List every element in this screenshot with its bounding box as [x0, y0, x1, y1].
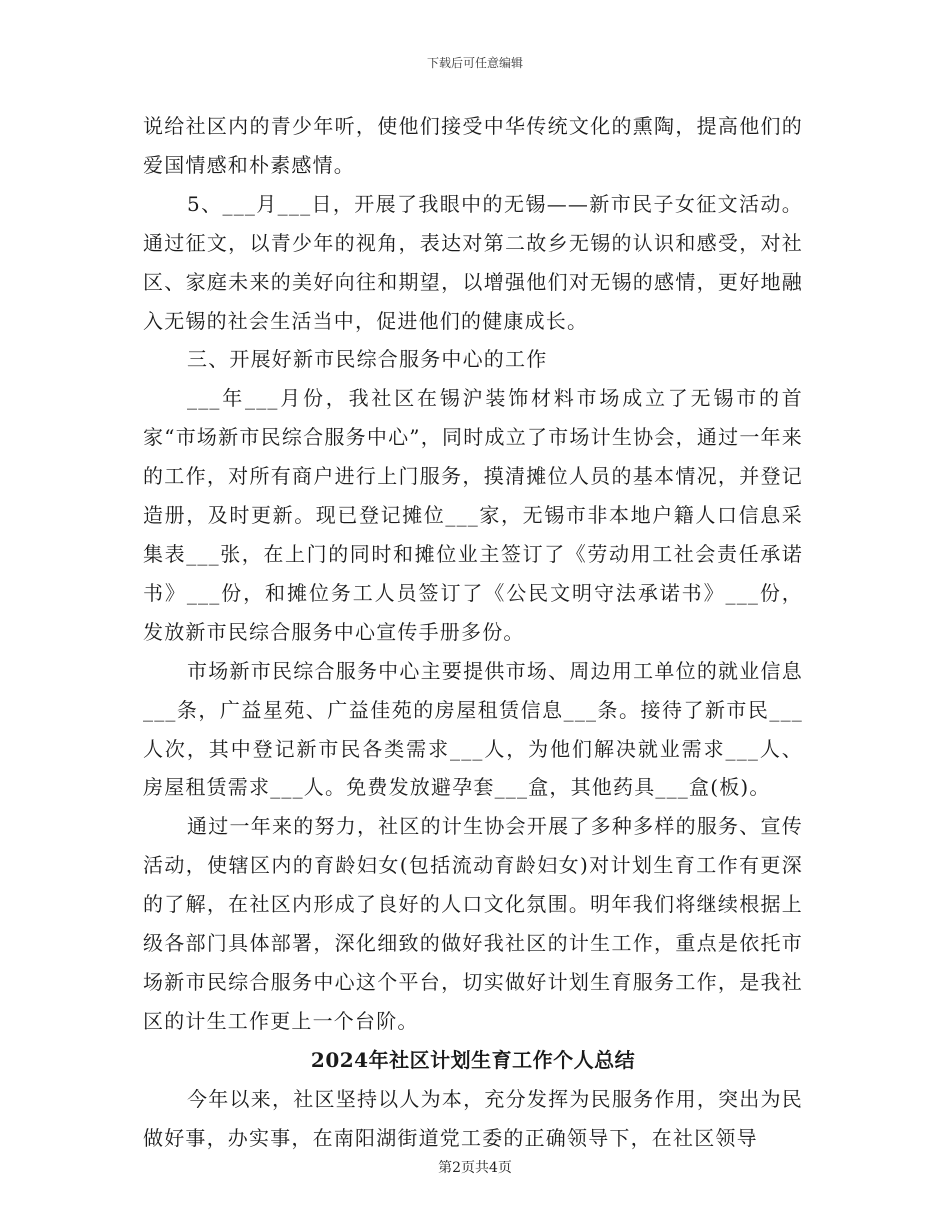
document-body	[143, 107, 803, 1157]
section-heading-3: 三、开展好新市民综合服务中心的工作	[187, 347, 548, 372]
section-title: 2024年社区计划生育工作个人总结	[310, 1047, 636, 1072]
paragraph-summary-intro: 今年以来，社区坚持以人为本，充分发挥为民服务作用，突出为民做好事，办实事，在南阳湖街道党工委的正确领导下，在社区领导	[143, 1086, 803, 1150]
page-header-note: 下载后可任意编辑	[426, 56, 523, 70]
page-footer-number: 第2页共4页	[438, 1160, 512, 1176]
paragraph-conclusion: 通过一年来的努力，社区的计生协会开展了多种多样的服务、宣传活动，使辖区内的育龄妇女(包括流动育龄妇女)对计划生育工作有更深的了解，在社区内形成了良好的人口文化氛围。明年我们将继续根据上级各部门具体部署，深化细致的做好我社区的计生工作，重点是依托市场新市民综合服务中心这个平台，切实做好计划生育服务工作，是我社区的计生工作更上一个台阶。	[143, 814, 803, 1033]
paragraph-service-info: 市场新市民综合服务中心主要提供市场、周边用工单位的就业信息___条，广益星苑、广益佳苑的房屋租赁信息___条。接待了新市民___人次，其中登记新市民各类需求___人，为他们解决就业需求___人、房屋租赁需求___人。免费发放避孕套___盒，其他药具___盒(板)。	[143, 658, 803, 800]
paragraph-continuation: 说给社区内的青少年听，使他们接受中华传统文化的熏陶，提高他们的爱国情感和朴素感情。	[143, 114, 803, 177]
paragraph-service-center: ___年___月份，我社区在锡沪装饰材料市场成立了无锡市的首家“市场新市民综合服务中心”，同时成立了市场计生协会，通过一年来的工作，对所有商户进行上门服务，摸清摊位人员的基本情况，并登记造册，及时更新。现已登记摊位___家，无锡市非本地户籍人口信息采集表___张，在上门的同时和摊位业主签订了《劳动用工社会责任承诺书》___份，和摊位务工人员签订了《公民文明守法承诺书》___份，发放新市民综合服务中心宣传手册多份。	[143, 386, 803, 644]
paragraph-item-5: 5、___月___日，开展了我眼中的无锡——新市民子女征文活动。通过征文，以青少年的视角，表达对第二故乡无锡的认识和感受，对社区、家庭未来的美好向往和期望，以增强他们对无锡的感情，更好地融入无锡的社会生活当中，促进他们的健康成长。	[143, 191, 803, 333]
